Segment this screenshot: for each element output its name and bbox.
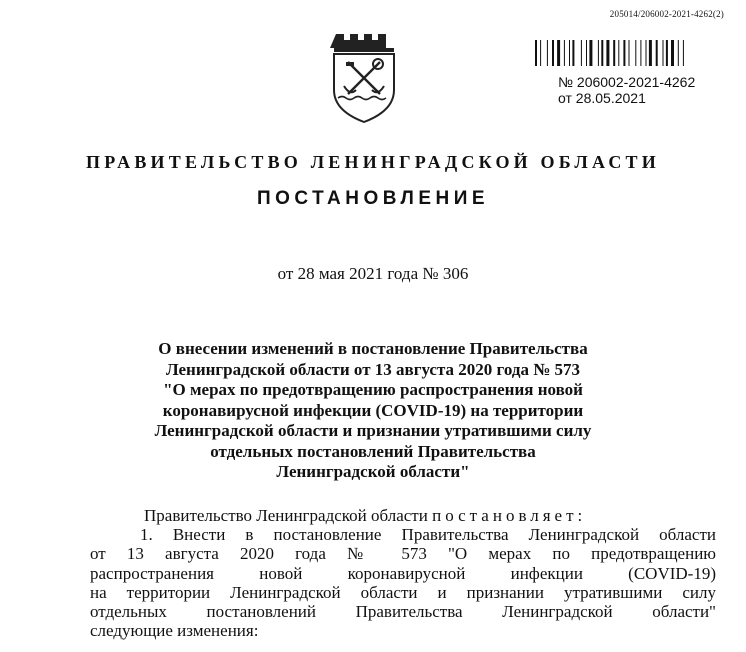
body-line: следующие изменения:	[90, 621, 259, 641]
subject-line: Ленинградской области и признании утратившими силу	[154, 421, 592, 440]
registration-date: от 28.05.2021	[558, 90, 646, 106]
intro-prefix: Правительство Ленинградской области	[144, 506, 428, 525]
document-code: 205014/206002-2021-4262(2)	[609, 9, 724, 19]
document-date: от 28 мая 2021 года № 306	[277, 264, 469, 283]
subject-line: Ленинградской области"	[276, 462, 470, 481]
government-title: ПРАВИТЕЛЬСТВО ЛЕНИНГРАДСКОЙ ОБЛАСТИ	[86, 152, 660, 172]
subject-line: Ленинградской области от 13 августа 2020 года № 573	[165, 359, 581, 379]
registration-number: № 206002-2021-4262	[558, 74, 696, 90]
subject-line: О внесении изменений в постановление Правительства	[158, 339, 588, 358]
body-line: распространения новой коронавирусной инфекции (COVID-19)	[90, 563, 716, 583]
barcode-icon	[535, 40, 727, 66]
body-line: 1. Внести в постановление Правительства Ленинградской области	[140, 525, 716, 545]
document-type: ПОСТАНОВЛЕНИЕ	[256, 188, 490, 209]
intro-paragraph	[90, 506, 716, 525]
intro-verb: постановляет:	[432, 506, 587, 525]
body-line: от 13 августа 2020 года № 573 "О мерах по предотвращению	[90, 544, 716, 564]
body-line: отдельных постановлений Правительства Ленинградской области"	[90, 602, 716, 622]
coat-of-arms-icon	[326, 28, 402, 126]
document-body	[90, 506, 716, 640]
subject-line: коронавирусной инфекции (COVID-19) на территории	[162, 400, 584, 420]
subject-line: "О мерах по предотвращению распространения новой	[163, 380, 583, 399]
body-line: на территории Ленинградской области и признании утратившими силу	[90, 582, 716, 602]
document-subject	[90, 339, 656, 483]
subject-line: отдельных постановлений Правительства	[210, 441, 536, 461]
registration-stamp	[558, 74, 695, 106]
